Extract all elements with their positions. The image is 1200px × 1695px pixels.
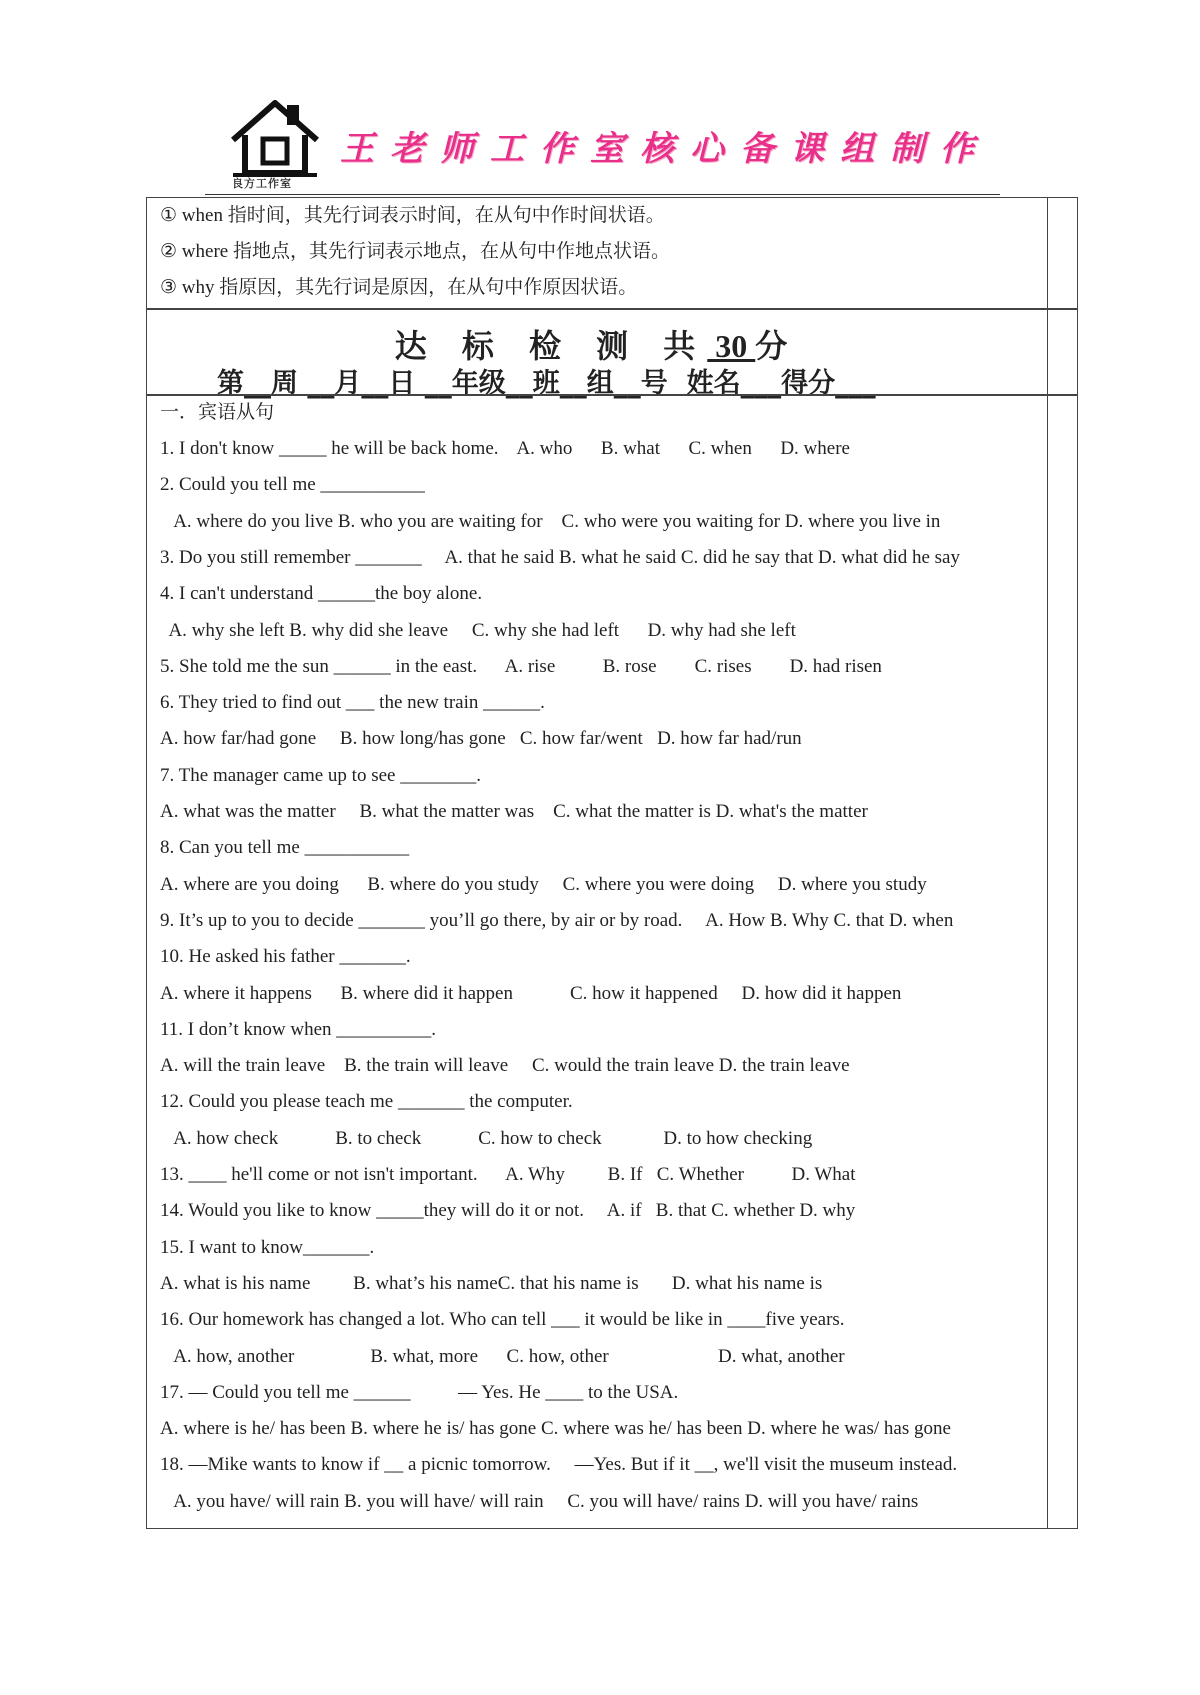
question-line: 3. Do you still remember _______ A. that he said B. what he said C. did he say that D. what did he say	[160, 546, 960, 568]
question-line: A. how far/had gone B. how long/has gone C. how far/went D. how far had/run	[160, 728, 802, 750]
question-line: 16. Our homework has changed a lot. Who can tell ___ it would be like in ____five years.	[160, 1309, 845, 1331]
question-line: 6. They tried to find out ___ the new train ______.	[160, 692, 545, 714]
brand-title: 王老师工作室核心备课组制作	[340, 129, 990, 169]
question-line: A. you have/ will rain B. you will have/ will rain C. you will have/ rains D. will you have/ rains	[160, 1490, 919, 1512]
note-where: ② where 指地点，其先行词表示地点，在从句中作地点状语。	[160, 241, 670, 262]
test-title-suffix: 分	[755, 327, 800, 365]
question-line: A. where it happens B. where did it happen C. how it happened D. how did it happen	[160, 982, 902, 1004]
question-line: A. where are you doing B. where do you study C. where you were doing D. where you study	[160, 873, 927, 895]
question-line: A. what is his name B. what’s his nameC. that his name is D. what his name is	[160, 1272, 823, 1294]
test-title-prefix: 达 标 检 测 共	[394, 327, 708, 365]
logo-caption: 良方工作室	[232, 177, 292, 190]
student-info-line: 第__周 __月__日 __年级__班__组__号 姓名___得分___	[217, 368, 876, 399]
question-line: A. how check B. to check C. how to check D. to how checking	[160, 1127, 813, 1149]
question-line: A. why she left B. why did she leave C. why she had left D. why had she left	[160, 619, 796, 641]
question-line: 15. I want to know_______.	[160, 1236, 375, 1258]
question-line: A. what was the matter B. what the matter was C. what the matter is D. what's the matter	[160, 801, 868, 822]
question-line: 11. I don’t know when __________.	[160, 1018, 437, 1040]
question-line: 4. I can't understand ______the boy alone.	[160, 583, 483, 605]
question-line: 1. I don't know _____ he will be back home. A. who B. what C. when D. where	[160, 438, 850, 459]
question-line: 12. Could you please teach me _______ the computer.	[160, 1091, 573, 1113]
section-title: 一．宾语从句	[160, 402, 275, 423]
question-line: 18. —Mike wants to know if __ a picnic tomorrow. —Yes. But if it __, we'll visit the museum instead.	[160, 1454, 958, 1476]
question-line: 17. — Could you tell me ______ — Yes. He ____ to the USA.	[160, 1381, 679, 1403]
question-line: A. where is he/ has been B. where he is/ has gone C. where was he/ has been D. where he was/ has gone	[160, 1418, 951, 1440]
question-line: 8. Can you tell me ___________	[160, 837, 410, 859]
question-line: 7. The manager came up to see ________.	[160, 764, 481, 786]
question-line: 14. Would you like to know _____they will do it or not. A. if B. that C. whether D. why	[160, 1200, 856, 1222]
score-total: 30	[707, 328, 756, 364]
question-line: A. how, another B. what, more C. how, other D. what, another	[160, 1345, 845, 1367]
question-line: 10. He asked his father _______.	[160, 946, 411, 968]
question-line: A. where do you live B. who you are waiting for C. who were you waiting for D. where you live in	[160, 510, 941, 532]
question-line: 5. She told me the sun ______ in the east. A. rise B. rose C. rises D. had risen	[160, 655, 882, 677]
question-line: 9. It’s up to you to decide _______ you’ll go there, by air or by road. A. How B. Why C. that D. when	[160, 909, 954, 931]
header-divider	[205, 194, 1000, 195]
note-why: ③ why 指原因，其先行词是原因，在从句中作原因状语。	[160, 277, 638, 298]
question-line: 2. Could you tell me ___________	[160, 474, 425, 496]
test-header-box	[146, 308, 1078, 399]
question-line: 13. ____ he'll come or not isn't important. A. Why B. If C. Whether D. What	[160, 1164, 856, 1185]
question-line: A. will the train leave B. the train will leave C. would the train leave D. the train leave	[160, 1055, 850, 1077]
page-header	[205, 95, 1005, 195]
note-when: ① when 指时间，其先行词表示时间，在从句中作时间状语。	[160, 205, 665, 226]
house-logo-icon	[225, 95, 325, 185]
